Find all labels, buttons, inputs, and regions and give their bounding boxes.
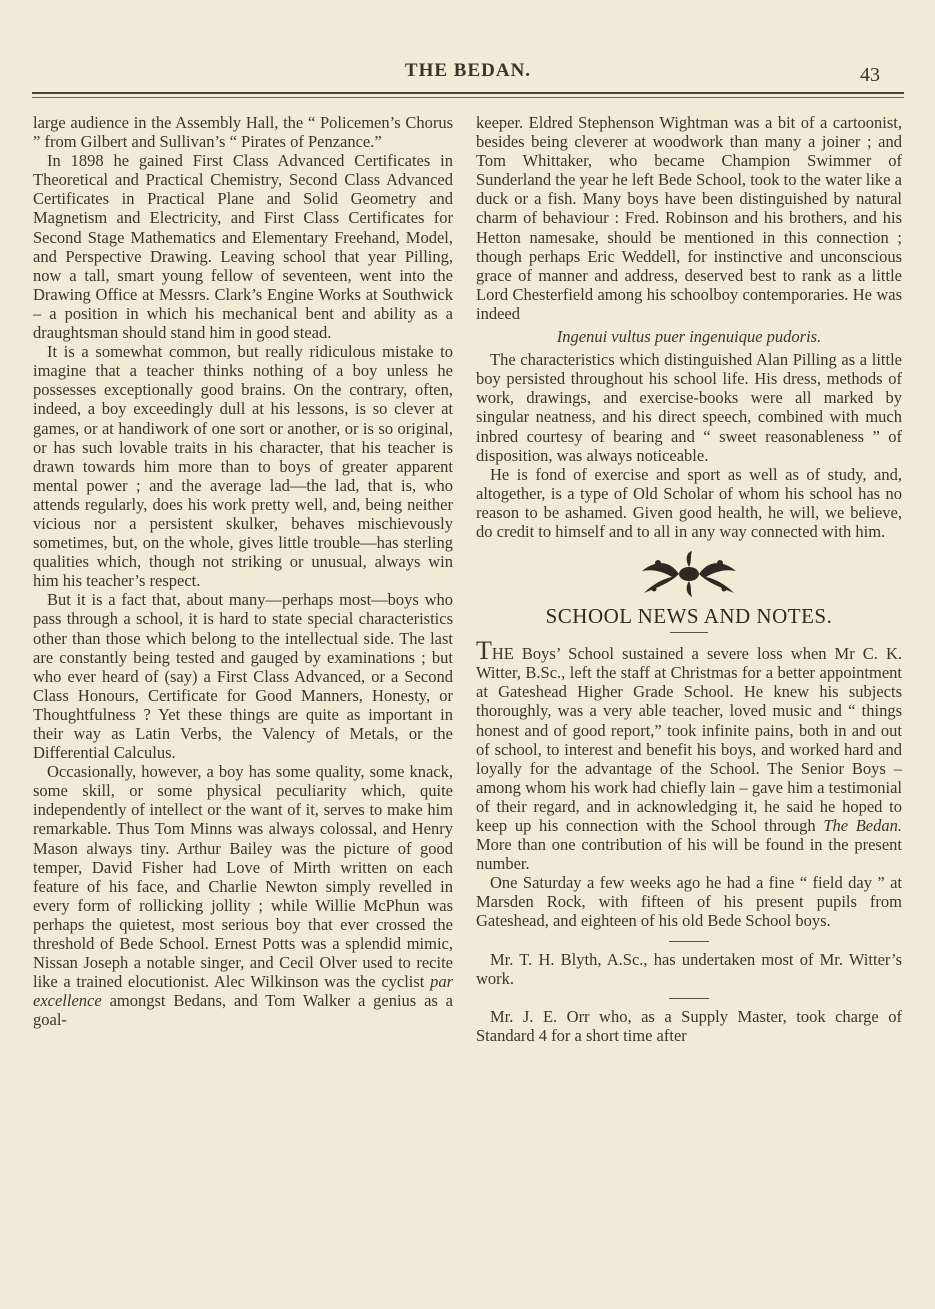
- page-header: [32, 60, 904, 100]
- section-heading: SCHOOL NEWS AND NOTES.: [545, 604, 833, 629]
- paragraph: It is a somewhat common, but really ridiculous mistake to imagine that a teacher thinks nothing of a boy unless he possesses exceptionally good brains. On the contrary, often, indeed, a boy exceedingly dull at his lessons, is so clever at games, or at handiwork of one sort or another, or is so original, or has such lovable traits in his character, that his teacher is drawn towards him more than to boys of greater apparent mental power ; and the average lad—the lad, that is, who attends regularly, does his work pretty well, and, being neither vicious nor a persistent skulker, behaves mischievously sometimes, but, on the whole, gives little trouble—has sterling qualities which, though not striking or unusual, always win him his teacher’s respect.: [33, 342, 453, 591]
- italic-phrase: par excellence: [33, 972, 453, 1011]
- paragraph: He is fond of exercise and sport as well as of study, and, altogether, is a type of Old Scholar of whom his school has no reason to be ashamed. Given good health, he will, we believe, do credit to himself and to all in any way connected with him.: [476, 464, 902, 541]
- left-column: [33, 113, 453, 1030]
- paragraph: [33, 762, 453, 1029]
- paragraph: But it is a fact that, about many—perhaps most—boys who pass through a school, it is hard to state special characteristics other than those which belong to the intellectual side. The last are constantly being tested and gauged by examinations ; but who ever heard of (say) a First Class Advanced, or a Second Class Honours, Certificate for Good Manners, Honesty, or Thoughtfulness ? Yet these things are quite as important in their way as Latin Verbs, the Valency of Metals, or the Differential Calculus.: [33, 590, 453, 763]
- page-number: 43: [860, 64, 880, 86]
- paragraph-text: Occasionally, however, a boy has some quality, some knack, some skill, or some physical peculiarity which, quite independently of intellect or the want of it, serves to make him remarkable. Thus Tom Minns was always colossal, and Henry Mason always tiny. Arthur Bailey was the picture of good temper, David Fisher had Love of Mirth written on each feature of his face, and Charlie Newton simply revelled in every form of rollicking jollity ; while Willie McPhun was perhaps the quietest, most serious boy that ever crossed the threshold of Bede School. Ernest Potts was a splendid mimic, Nissan Joseph a notable singer, and Cecil Olver used to recite like a trained elocutionist. Alec Wilkinson was the cyclist: [33, 762, 453, 992]
- paragraph: The characteristics which distinguished Alan Pilling as a little boy persisted throughout his school life. His dress, methods of work, drawings, and exercise-books were all marked by singular neatness, and his direct speech, combined with much inbred courtesy of bearing and “ sweet reasonableness ” of disposition, was always noticeable.: [476, 350, 902, 465]
- section-rule: [670, 632, 708, 633]
- paragraph: In 1898 he gained First Class Advanced Certificates in Theoretical and Practical Chemistry, Second Class Advanced Certificates in Practical Plane and Solid Geometry and Magnetism and Electricity, and First Class Certificates for Second Stage Mathematics and Elementary Freehand, Model, and Perspective Drawing. Leaving school that year Pilling, now a tall, smart young fellow of seventeen, went into the Drawing Office at Messrs. Clark’s Engine Works at Southwick – a position in which his mechanical bent and ability as a draughtsman should stand him in good stead.: [33, 151, 453, 343]
- paragraph: keeper. Eldred Stephenson Wightman was a bit of a cartoonist, besides being cleverer at woodwork than many a joiner ; and Tom Whittaker, who became Champion Swimmer of Sunderland the year he left Bede School, took to the water like a duck or a fish. Many boys have been distinguished by natural charm of behaviour : Fred. Robinson and his brothers, and his Hetton namesake, should be mentioned in this connection ; though perhaps Eric Weddell, for instinctive and unconscious grace of manner and address, deserved best to rank as a little Lord Chesterfield among his schoolboy contemporaries. He was indeed: [476, 113, 902, 323]
- header-rule-thin: [32, 97, 904, 98]
- running-title: THE BEDAN.: [404, 60, 532, 81]
- news-paragraph: One Saturday a few weeks ago he had a fine “ field day ” at Marsden Rock, with fifteen of his present pupils from Gateshead, and eighteen of his old Bede School boys.: [476, 873, 902, 931]
- paragraph: large audience in the Assembly Hall, the “ Policemen’s Chorus ” from Gilbert and Sullivan’s “ Pirates of Penzance.”: [33, 113, 453, 152]
- news-paragraph: Mr. T. H. Blyth, A.Sc., has undertaken most of Mr. Witter’s work.: [476, 949, 902, 988]
- latin-motto: Ingenui vultus puer ingenuique pudoris.: [556, 327, 822, 347]
- news-paragraph: Mr. J. E. Orr who, as a Supply Master, took charge of Standard 4 for a short time after: [476, 1006, 902, 1045]
- floral-ornament-icon: [634, 549, 744, 599]
- news-paragraph: [476, 636, 903, 874]
- separator-rule: [669, 941, 709, 942]
- separator-rule: [669, 998, 709, 999]
- news-tail: More than one contribution of his will be found in the present number.: [476, 835, 902, 874]
- paragraph-tail: amongst Bedans, and Tom Walker a genius as a goal-: [33, 991, 453, 1030]
- italic-title: The Bedan.: [823, 816, 903, 835]
- header-rule: [32, 92, 904, 94]
- right-column: [476, 113, 902, 1045]
- news-text: HE Boys’ School sustained a severe loss when Mr C. K. Witter, B.Sc., left the staff at Christmas for a better appointment at Gateshead Higher Grade School. He knew his subjects thoroughly, was a very able teacher, loved music and “ things honest and of good report,” took infinite pains, both in and out of school, to interest and benefit his boys, and worked hard and loyally for the advantage of the School. The Senior Boys – among whom his work had chiefly lain – gave him a testimonial of their regard, and in acknowledging it, he said he hoped to keep up his connection with the School through: [476, 644, 902, 835]
- drop-cap: T: [476, 636, 492, 666]
